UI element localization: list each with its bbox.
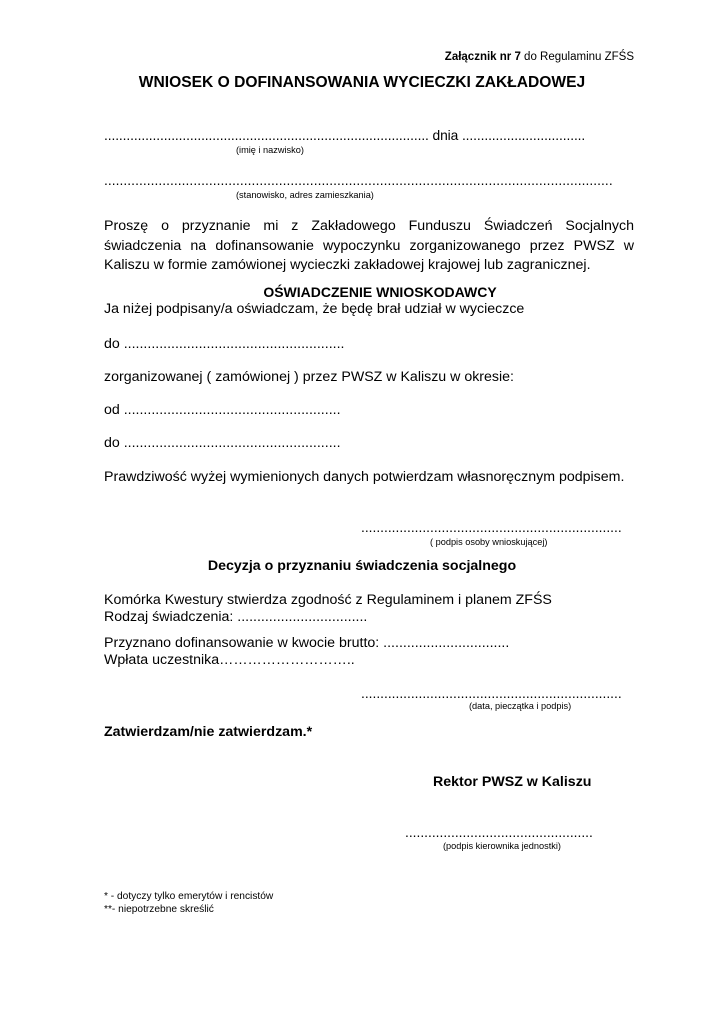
position-address-line[interactable]: ...................................................................................................................................	[104, 173, 613, 188]
stamp-signature-caption: (data, pieczątka i podpis)	[469, 701, 572, 711]
truth-statement: Prawdziwość wyżej wymienionych danych potwierdzam własnoręcznym podpisem.	[104, 469, 625, 485]
granted-amount-line[interactable]: Przyznano dofinansowanie w kwocie brutto: ................................	[104, 635, 510, 651]
approval-statement: Zatwierdzam/nie zatwierdzam.*	[104, 724, 313, 740]
request-paragraph: Proszę o przyznanie mi z Zakładowego Funduszu Świadczeń Socjalnych świadczenia na dofinansowanie wypoczynku zorganizowanego przez PWSZ w Kaliszu w formie zamówionej wycieczki zakładowej krajowej lub zagranicznej.	[104, 218, 634, 273]
applicant-signature-caption: ( podpis osoby wnioskującej)	[430, 537, 548, 547]
annex-reference	[445, 51, 634, 63]
declaration-intro: Ja niżej podpisany/a oświadczam, że będę brał udział w wycieczce	[104, 301, 525, 317]
head-signature-line[interactable]: .................................................	[405, 825, 593, 840]
decision-heading: Decyzja o przyznaniu świadczenia socjalnego	[207, 558, 517, 574]
benefit-type-line[interactable]: Rodzaj świadczenia: .................................	[104, 609, 368, 625]
decision-compliance: Komórka Kwestury stwierdza zgodność z Regulaminem i planem ZFŚS	[104, 592, 552, 608]
organized-text: zorganizowanej ( zamówionej ) przez PWSZ w Kaliszu w okresie:	[104, 369, 515, 385]
from-date-line[interactable]: od .......................................................	[104, 402, 341, 418]
footnote-retirees: * - dotyczy tylko emerytów i rencistów	[104, 891, 274, 902]
name-date-line[interactable]: ....................................................................................... dnia .................................	[104, 128, 586, 143]
stamp-signature-line[interactable]: ....................................................................	[361, 686, 622, 701]
applicant-signature-line[interactable]: ....................................................................	[361, 520, 622, 535]
head-signature-caption: (podpis kierownika jednostki)	[443, 841, 561, 851]
declaration-heading: OŚWIADCZENIE WNIOSKODAWCY	[263, 284, 497, 300]
position-caption: (stanowisko, adres zamieszkania)	[236, 190, 374, 200]
to-date-line[interactable]: do .......................................................	[104, 435, 341, 451]
rector-title: Rektor PWSZ w Kaliszu	[433, 774, 592, 790]
destination-line[interactable]: do ........................................................	[104, 336, 345, 352]
annex-regulation: do Regulaminu ZFŚS	[520, 51, 634, 63]
name-caption: (imię i nazwisko)	[236, 145, 304, 155]
annex-number: Załącznik nr 7	[444, 51, 521, 63]
document-title: WNIOSEK O DOFINANSOWANIA WYCIECZKI ZAKŁADOWEJ	[138, 74, 586, 91]
participant-payment-line[interactable]: Wpłata uczestnika………………………..	[104, 652, 355, 668]
footnote-strike: **- niepotrzebne skreślić	[104, 904, 214, 915]
